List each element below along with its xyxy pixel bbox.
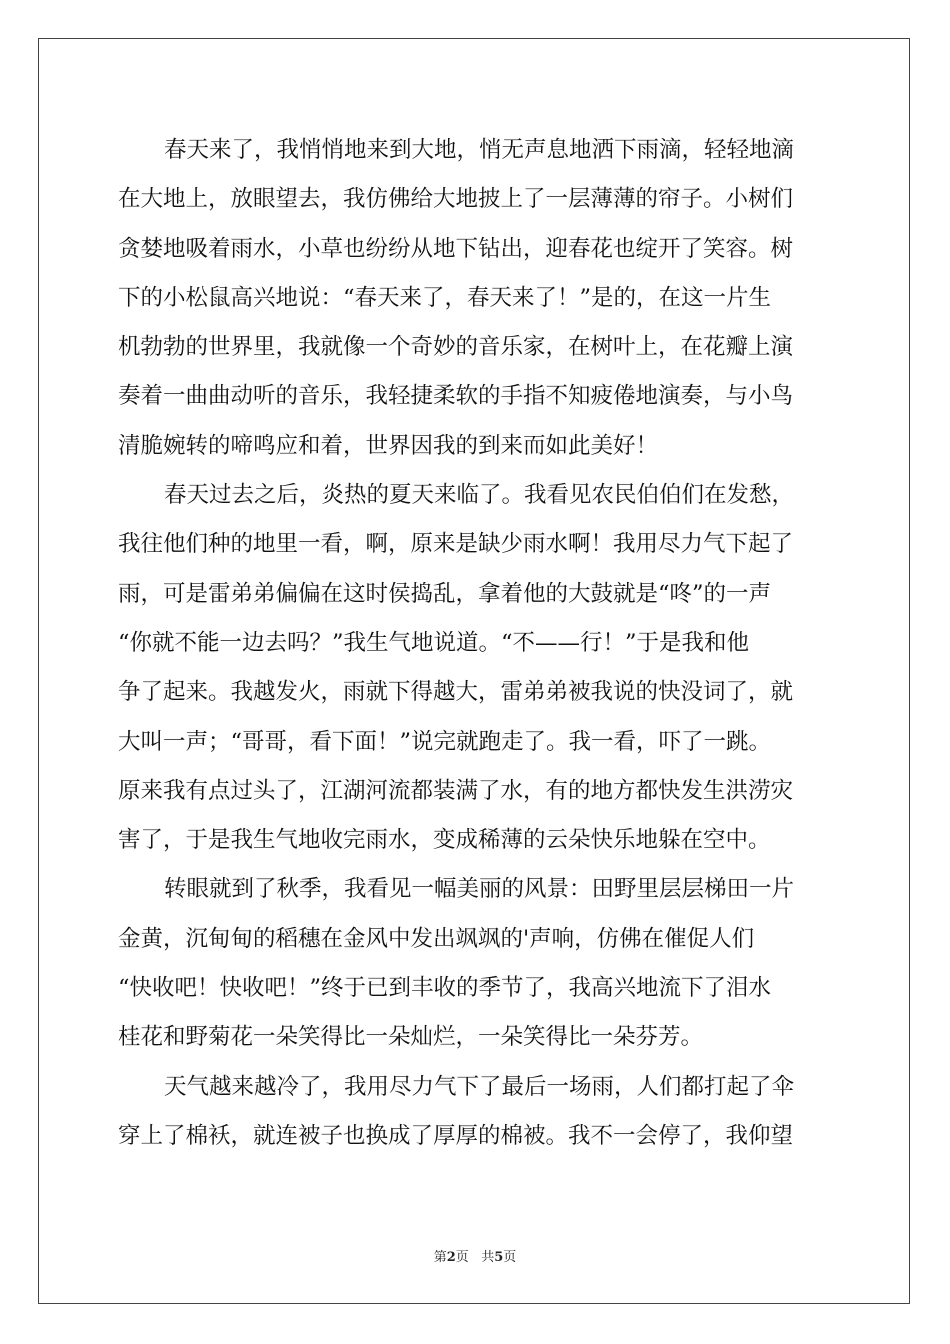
footer-prefix: 第 xyxy=(433,1250,447,1265)
page-footer xyxy=(0,1246,950,1265)
text-line: 机勃勃的世界里，我就像一个奇妙的音乐家，在树叶上，在花瓣上演 xyxy=(118,334,794,361)
text-line: “你就不能一边去吗？”我生气地说道。“不——行！”于是我和他 xyxy=(118,629,750,656)
text-line: 清脆婉转的啼鸣应和着，世界因我的到来而如此美好！ xyxy=(118,432,659,459)
text-line: “快收吧！快收吧！”终于已到丰收的季节了，我高兴地流下了泪水 xyxy=(118,975,772,1002)
text-line: 大叫一声；“哥哥，看下面！”说完就跑走了。我一看，吓了一跳。 xyxy=(118,728,772,755)
text-line: 金黄，沉甸甸的稻穗在金风中发出飒飒的'声响，仿佛在催促人们 xyxy=(118,925,755,952)
total-pages-number: 5 xyxy=(494,1250,504,1265)
text-line: 春天过去之后，炎热的夏天来临了。我看见农民伯伯们在发愁， xyxy=(164,482,795,509)
text-line: 春天来了，我悄悄地来到大地，悄无声息地洒下雨滴，轻轻地滴 xyxy=(164,137,795,163)
text-line: 雨，可是雷弟弟偏偏在这时侯捣乱，拿着他的大鼓就是“咚”的一声 xyxy=(118,580,772,607)
document-body xyxy=(118,126,834,1161)
text-line: 转眼就到了秋季，我看见一幅美丽的风景：田野里层层梯田一片 xyxy=(164,876,795,903)
text-line: 天气越来越冷了，我用尽力气下了最后一场雨，人们都打起了伞 xyxy=(164,1073,795,1100)
text-line: 穿上了棉袄，就连被子也换成了厚厚的棉被。我不一会停了，我仰望 xyxy=(118,1122,794,1149)
footer-total-suffix: 页 xyxy=(503,1250,517,1265)
text-line: 奏着一曲曲动听的音乐，我轻捷柔软的手指不知疲倦地演奏，与小鸟 xyxy=(118,383,794,410)
text-line: 在大地上，放眼望去，我仿佛给大地披上了一层薄薄的帘子。小树们 xyxy=(118,186,794,213)
text-line: 争了起来。我越发火，雨就下得越大，雷弟弟被我说的快没词了，就 xyxy=(118,679,794,706)
text-line: 桂花和野菊花一朵笑得比一朵灿烂，一朵笑得比一朵芬芳。 xyxy=(118,1024,704,1051)
text-line: 原来我有点过头了，江湖河流都装满了水，有的地方都快发生洪涝灾 xyxy=(118,777,794,804)
footer-total-prefix: 共 xyxy=(481,1250,495,1265)
text-line: 贪婪地吸着雨水，小草也纷纷从地下钻出，迎春花也绽开了笑容。树 xyxy=(118,235,794,262)
text-line: 下的小松鼠高兴地说：“春天来了，春天来了！”是的，在这一片生 xyxy=(118,284,772,311)
footer-page-suffix: 页 xyxy=(455,1250,469,1265)
current-page-number: 2 xyxy=(446,1250,456,1265)
text-line: 害了，于是我生气地收完雨水，变成稀薄的云朵快乐地躲在空中。 xyxy=(118,827,771,854)
text-line: 我往他们种的地里一看，啊，原来是缺少雨水啊！我用尽力气下起了 xyxy=(118,531,794,558)
